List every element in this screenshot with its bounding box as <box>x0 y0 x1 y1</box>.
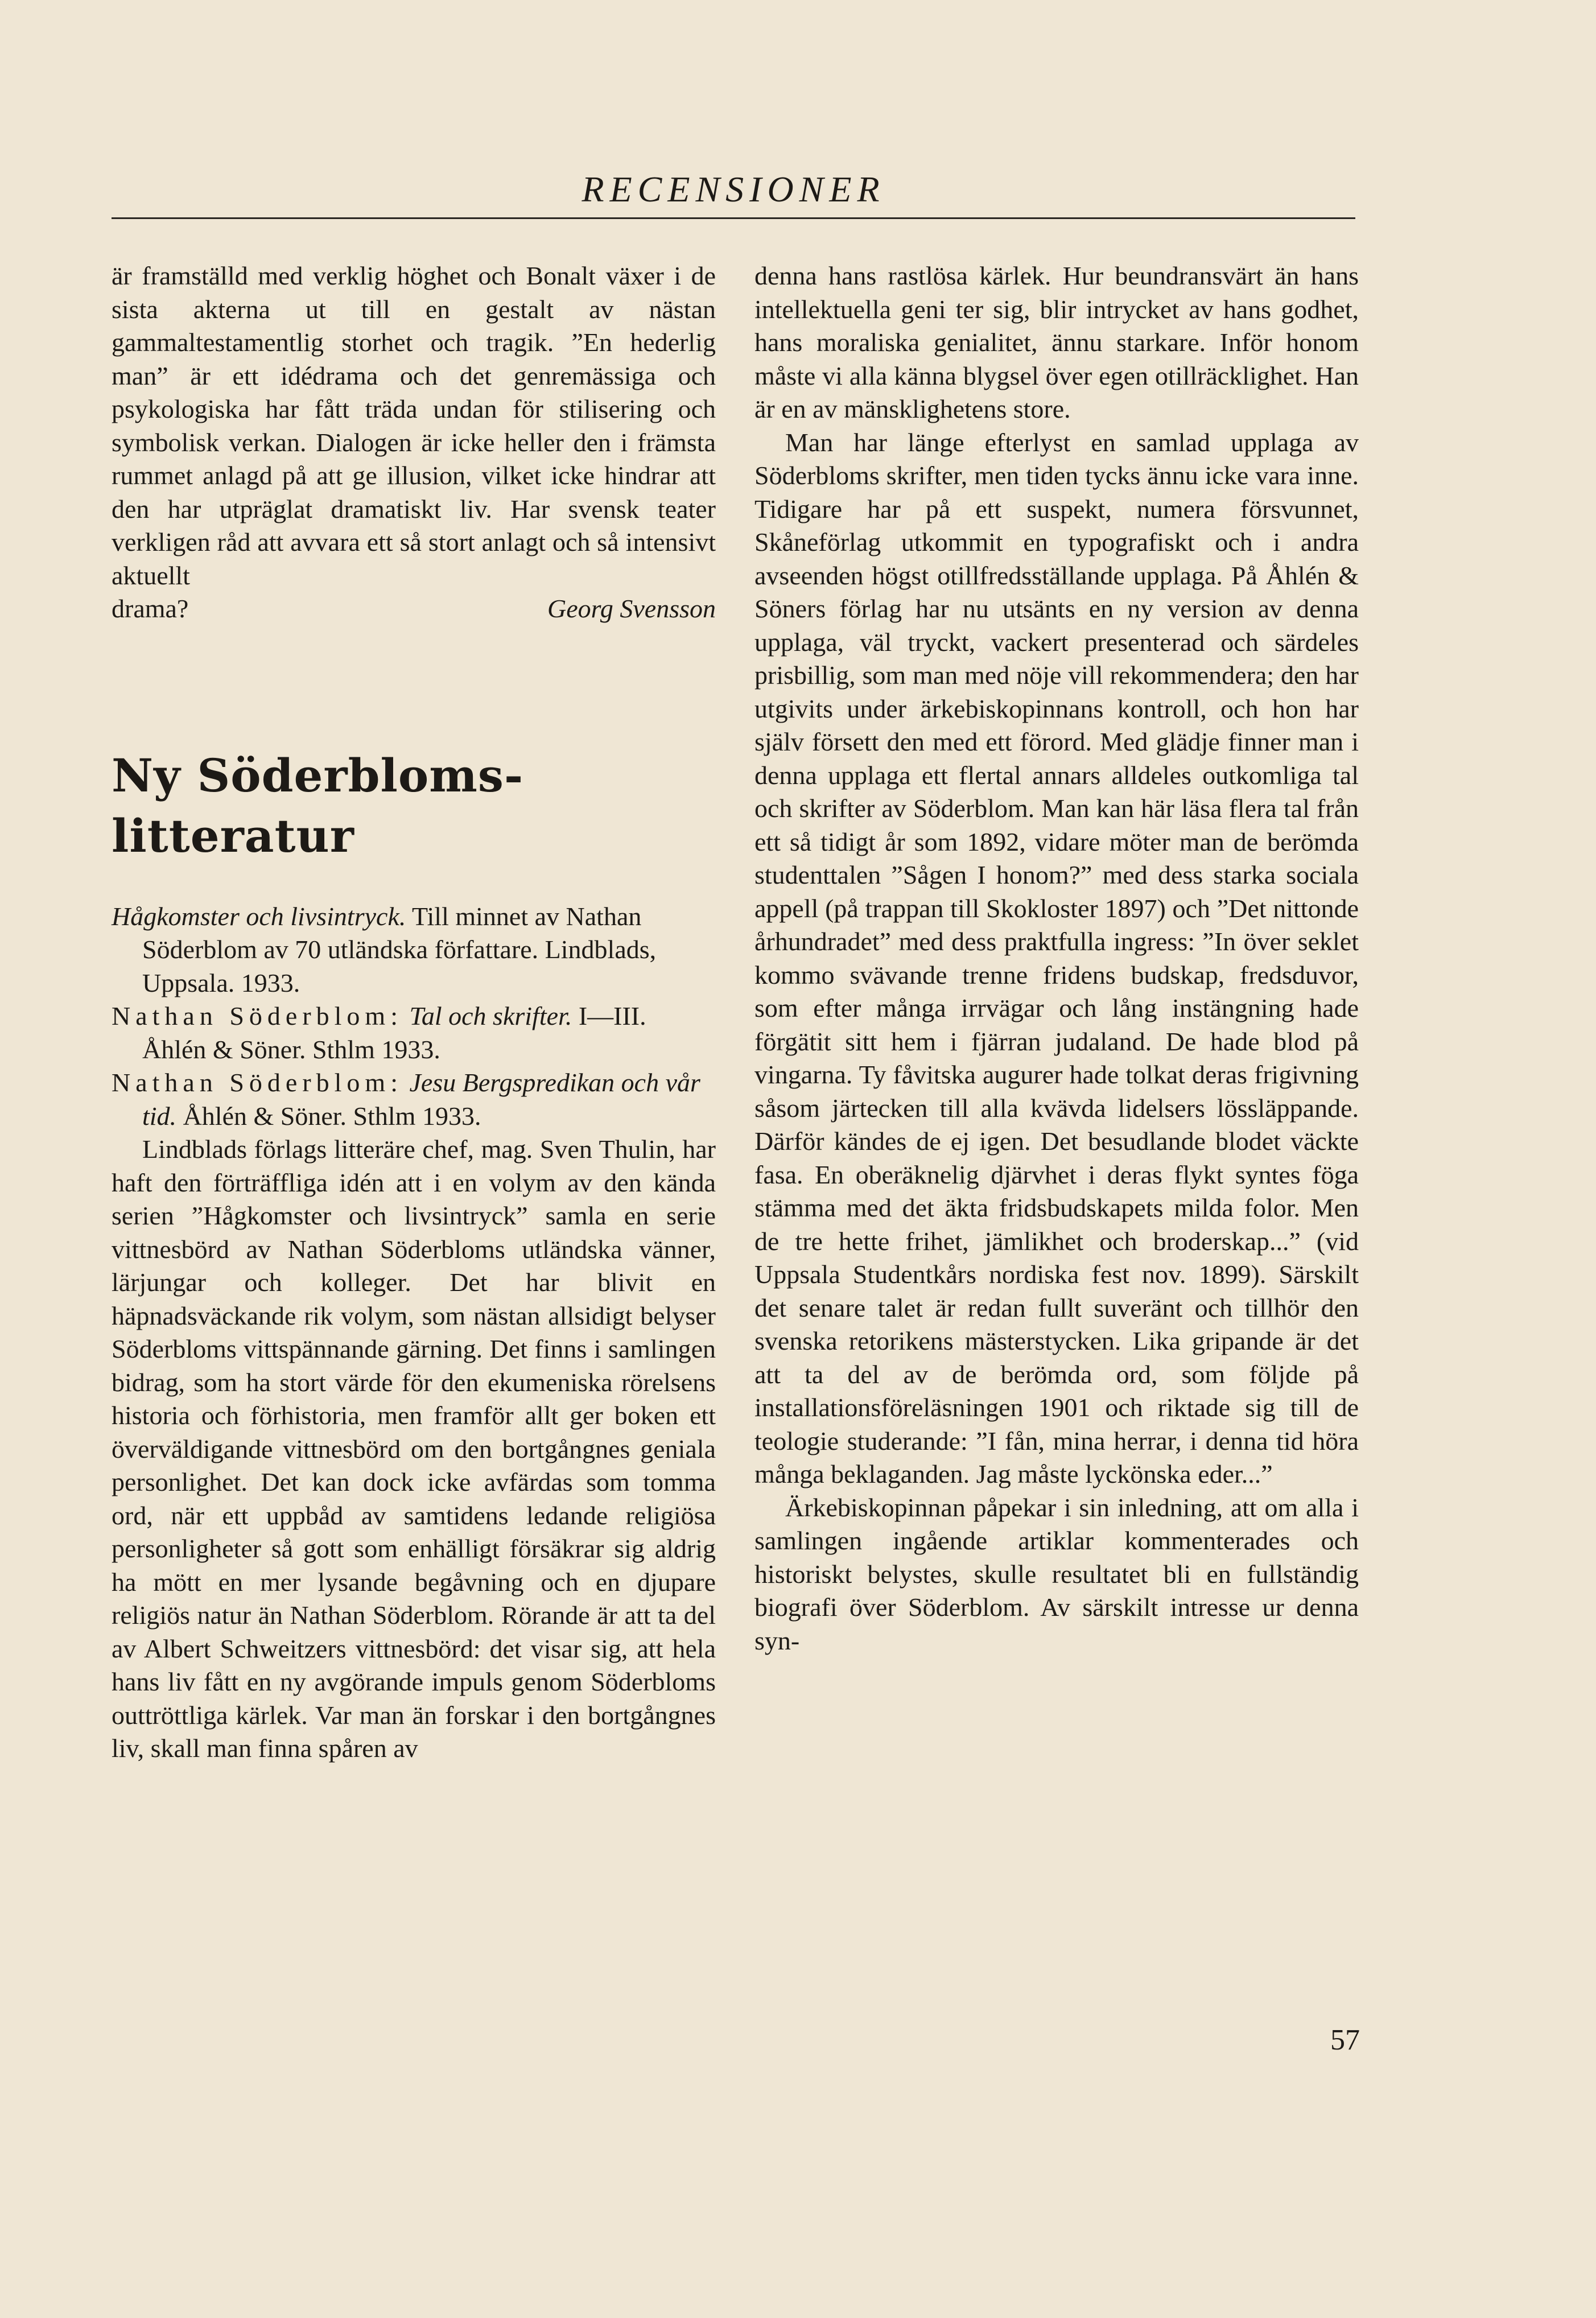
bibliography-author: Nathan Söderblom: <box>112 1068 403 1097</box>
bibliography-title: Tal och skrifter. <box>403 1001 572 1030</box>
bibliography <box>112 900 716 1133</box>
body-paragraph: denna hans rastlösa kärlek. Hur beundransvärt än hans intellektuella geni ter sig, blir intrycket av hans godhet, hans moraliska genialitet, ännu starkare. Inför honom måste vi alla känna blygsel över egen otillräcklighet. Han är en av mänsklighetens store. <box>754 261 1359 423</box>
running-head: RECENSIONER <box>582 169 885 209</box>
bibliography-details: Åhlén & Söner. Sthlm 1933. <box>176 1101 481 1131</box>
section-title <box>112 745 716 866</box>
bibliography-details: Till minnet av Nathan Söderblom av 70 utländska författare. Lindblads, Uppsala. 1933. <box>142 901 657 997</box>
section-title-text: Ny Söderbloms-litteratur <box>112 748 524 863</box>
bibliography-title: Hågkomster och livsintryck. <box>112 901 406 931</box>
bibliography-details: I—III. Åhlén & Söner. Sthlm 1933. <box>142 1001 646 1064</box>
page-number: 57 <box>1330 2024 1360 2056</box>
review-signature: Georg Svensson <box>547 594 716 623</box>
body-paragraph: Man har länge efterlyst en samlad upplaga av Söderbloms skrifter, men tiden tycks ännu icke vara inne. Tidigare har på ett suspekt, numera försvunnet, Skåneförlag utkommit en typografiskt och i andra avseenden högst otillfredsställande upplaga. På Åhlén & Söners förlag har nu utsänts en ny version av denna upplaga, väl tryckt, vackert presenterad och särdeles prisbillig, som man med nöje vill rekommendera; den har utgivits under ärkebiskopinnans kontroll, och hon har själv försett den med ett förord. Med glädje finner man i denna upplaga ett flertal annars alldeles outkomliga tal och skrifter av Söderblom. Man kan här läsa flera tal från ett så tidigt år som 1892, vidare möter man de berömda studenttalen ”Sågen I honom?” med dess starka sociala appell (på trappan till Skokloster 1897) och ”Det nittonde århundradet” med dess praktfulla ingress: ”In över seklet kommo svävande trenne fridens budskap, fredsduvor, som efter många irrvägar och lång instängning hade förgätit sitt hem i fjärran judaland. De hade blod på vingarna. Ty fåvitska augurer hade tolkat deras frigivning såsom järtecken till alla kvävda lidelsers lössläppande. Därför kändes de ej igen. Det besudlande blodet väckte fasa. En oberäknelig djärvhet i deras flykt syntes föga stämma med det äkta fridsbudskapets milda folor. Men de tre hette frihet, jämlikhet och broderskap...” (vid Uppsala Studentkårs nordiska fest nov. 1899). Särskilt det senare talet är redan fullt suveränt och tillhör den svenska retorikens mästerstycken. Lika gripande är det att ta del av de berömda ord, som följde på installationsföreläsningen 1901 och riktade sig till de teologie studerande: ”I fån, mina herrar, i denna tid höra många beklaganden. Jag måste lyckönska eder...” <box>754 427 1359 1488</box>
review-end-text: är framställd med verklig höghet och Bonalt växer i de sista akterna ut till en gestalt av nästan gammaltestamentlig storhet och tragik. ”En hederlig man” är ett idédrama och det genremässiga och psykologiska har fått träda undan för stilisering och symbolisk verkan. Dialogen är icke heller den i främsta rummet anlagd på att ge illusion, vilket icke hindrar att den har utpräglat dramatiskt liv. Har svensk teater verkligen råd att avvara ett så stort anlagt och så intensivt aktuellt <box>112 261 716 590</box>
header-rule <box>112 217 1355 219</box>
bibliography-entry <box>112 900 716 1000</box>
bibliography-author: Nathan Söderblom: <box>112 1001 403 1030</box>
review-last-word: drama? <box>112 594 189 623</box>
bibliography-title: Jesu Bergspredikan och vår tid. <box>142 1068 700 1131</box>
bibliography-entry <box>112 1066 716 1133</box>
right-column <box>754 259 1359 1657</box>
left-column <box>112 259 716 1766</box>
page-header <box>112 163 1355 225</box>
body-paragraph: Ärkebiskopinnan påpekar i sin inledning, att om alla i samlingen ingående artiklar kommenterades och historiskt belystes, skulle resultatet bli en fullständig biografi över Söderblom. Av särskilt intresse ur denna syn- <box>754 1492 1359 1655</box>
review-signature-line <box>112 592 716 626</box>
review-body-paragraph: Lindblads förlags litteräre chef, mag. Sven Thulin, har haft den förträffliga idén att i en volym av den kända serien ”Hågkomster och livsintryck” samla en serie vittnesbörd av Nathan Söderbloms utländska vänner, lärjungar och kolleger. Det har blivit en häpnadsväckande rik volym, som nästan allsidigt belyser Söderbloms vittspännande gärning. Det finns i samlingen bidrag, som ha stort värde för den ekumeniska rörelsens historia och förhistoria, men framför allt ger boken ett överväldigande vittnesbörd om den bortgångnes geniala personlighet. Det kan dock icke avfärdas som tomma ord, när ett uppbåd av samtidens ledande religiösa personligheter så gott som enhälligt försäkrar sig aldrig ha mött en mer lysande begåvning och en djupare religiös natur än Nathan Söderblom. Rörande är att ta del av Albert Schweitzers vittnesbörd: det visar sig, att hela hans liv fått en ny avgörande impuls genom Söderbloms outtröttliga kärlek. Var man än forskar i den bortgångnes liv, skall man finna spåren av <box>112 1135 716 1763</box>
bibliography-entry <box>112 1000 716 1066</box>
